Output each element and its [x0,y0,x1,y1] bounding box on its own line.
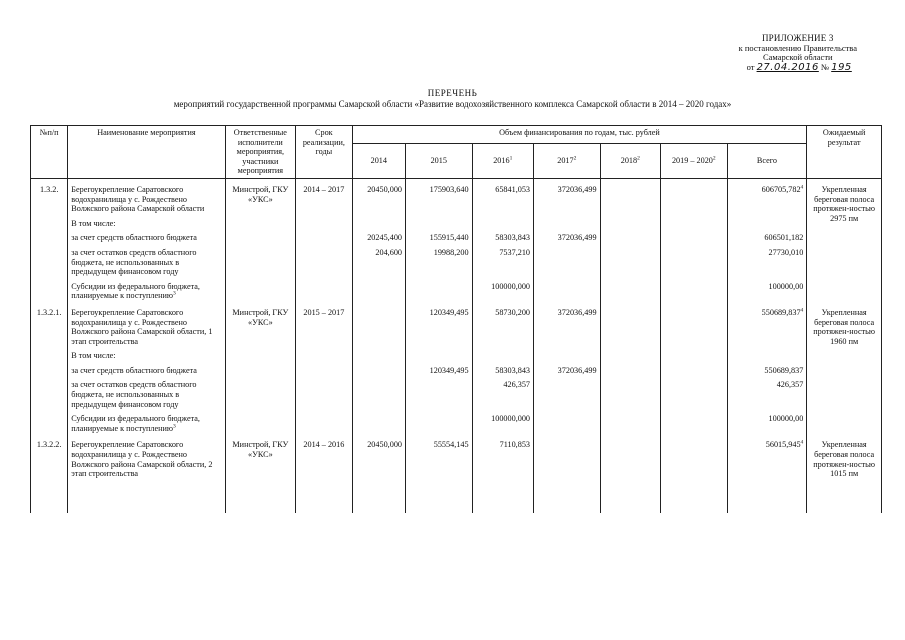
cell-2015 [406,278,473,302]
footnote-1: 1 [509,155,513,162]
including-row [31,215,882,230]
sub-name: Субсидии из федерального бюджета, планируемые к поступлению$^3$ [68,278,225,302]
header-2018: 2018$^2$ [600,143,660,178]
sub-row [31,229,882,244]
cell-2016: 58730,200 [472,302,533,347]
cell-2016: 58303,843 [472,229,533,244]
header-2016: 2016$^1$ [472,143,533,178]
appendix-line1: к постановлению Правительства [738,42,857,53]
handwritten-number: 195 [831,61,852,73]
cell-2014: 20450,000 [352,434,405,513]
cell-2014 [352,410,405,434]
cell-2017 [534,376,601,410]
cell-2018 [600,302,660,347]
table-row [31,302,882,347]
cell-total: 606501,182 [727,229,807,244]
row-executors: Минстрой, ГКУ «УКС» [225,434,296,513]
row-num: 1.3.2.2. [31,434,68,513]
cell-2014 [352,302,405,347]
header-2014: 2014 [352,143,405,178]
sub-row [31,410,882,434]
sub-row [31,278,882,302]
document-title: ПЕРЕЧЕНЬ [427,88,478,98]
cell-2017 [534,434,601,513]
row-term: 2014 – 2017 [296,178,352,214]
table-row [31,434,882,513]
header-result: Ожидаемый результат [807,126,882,179]
cell-2017: 372036,499 [534,362,601,377]
cell-2015 [406,376,473,410]
header-funding: Объем финансирования по годам, тыс. рублей [352,126,807,144]
footnote-4: 4 [800,184,804,191]
cell-2015 [406,410,473,434]
row-name: Берегоукрепление Саратовского водохранилища у с. Рождествено Волжского района Самарской области, 1 этап строительства [68,302,225,347]
cell-2017 [534,410,601,434]
sub-name: за счет средств областного бюджета [68,229,225,244]
header-2017: 2017$^2$ [534,143,601,178]
appendix-block [739,34,857,72]
cell-2016: 65841,053 [472,178,533,214]
header-2015: 2015 [406,143,473,178]
including-label: В том числе: [68,215,225,230]
cell-total: 550689,837$^4$ [727,302,807,347]
cell-2016: 7537,210 [472,244,533,278]
cell-2017 [534,278,601,302]
cell-2019-2020 [661,434,728,513]
sub-name: за счет остатков средств областного бюджета, не использованных в предыдущем финансовом году [68,244,225,278]
cell-2015: 120349,495 [406,302,473,347]
cell-2014: 204,600 [352,244,405,278]
cell-total: 100000,00 [727,278,807,302]
header-2019-2020: 2019 – 2020$^2$ [661,143,728,178]
cell-2019-2020 [661,178,728,214]
cell-2014: 20450,000 [352,178,405,214]
footnote-2: 2 [573,155,577,162]
row-num: 1.3.2.1. [31,302,68,347]
document-header [0,88,905,110]
cell-2016: 58303,843 [472,362,533,377]
including-label: В том числе: [68,347,225,362]
row-term: 2015 – 2017 [296,302,352,347]
row-result: Укрепленная береговая полоса протяжен-ностью 1960 пм [807,302,882,362]
cell-2014 [352,376,405,410]
footnote-3: 3 [173,290,176,297]
cell-total: 27730,010 [727,244,807,278]
header-term: Срок реализации, годы [296,126,352,179]
including-row [31,347,882,362]
cell-2018 [600,178,660,214]
cell-2016: 100000,000 [472,410,533,434]
footnote-2: 2 [712,155,716,162]
cell-total: 426,357 [727,376,807,410]
cell-2015: 175903,640 [406,178,473,214]
row-name: Берегоукрепление Саратовского водохранилища у с. Рождествено Волжского района Самарской области [68,178,225,214]
cell-total: 56015,945$^4$ [727,434,807,513]
appendix-date-row [739,63,857,73]
row-term: 2014 – 2016 [296,434,352,513]
cell-2019-2020 [661,302,728,347]
cell-2014: 20245,400 [352,229,405,244]
footnote-3: 3 [173,423,176,430]
row-name: Берегоукрепление Саратовского водохранилища у с. Рождествено Волжского района Самарской области, 2 этап строительства [68,434,225,513]
footnote-4: 4 [800,307,804,314]
sub-name: за счет средств областного бюджета [68,362,225,377]
handwritten-date: 27.04.2016 [756,61,819,73]
sub-row [31,362,882,377]
sub-row [31,244,882,278]
cell-2018 [600,434,660,513]
header-executors: Ответственные исполнители мероприятия, участники мероприятия [225,126,296,179]
sub-row [31,376,882,410]
row-result: Укрепленная береговая полоса протяжен-ностью 2975 пм [807,178,882,229]
measures-table [30,125,882,513]
header-total: Всего [727,143,807,178]
cell-2015: 19988,200 [406,244,473,278]
cell-2014 [352,362,405,377]
cell-2015: 120349,495 [406,362,473,377]
cell-2016: 7110,853 [472,434,533,513]
cell-2017: 372036,499 [534,178,601,214]
cell-2014 [352,278,405,302]
cell-2017 [534,244,601,278]
table-row [31,178,882,214]
document-subtitle: мероприятий государственной программы Самарской области «Развитие водохозяйственного комплекса Самарской области в 2014 – 2020 годах» [173,99,732,109]
cell-total: 100000,00 [727,410,807,434]
row-result: Укрепленная береговая полоса протяжен-ностью 1015 пм [807,434,882,513]
row-executors: Минстрой, ГКУ «УКС» [225,302,296,347]
header-name: Наименование мероприятия [68,126,225,179]
appendix-title: ПРИЛОЖЕНИЕ 3 [761,33,834,43]
number-prefix: № [820,61,830,72]
header-num: №п/п [31,126,68,179]
sub-name: Субсидии из федерального бюджета, планируемые к поступлению$^3$ [68,410,225,434]
footnote-2: 2 [637,155,640,162]
row-executors: Минстрой, ГКУ «УКС» [225,178,296,214]
appendix-line2: Самарской области [762,52,833,62]
row-num: 1.3.2. [31,178,68,214]
sub-name: за счет остатков средств областного бюджета, не использованных в предыдущем финансовом году [68,376,225,410]
cell-2016: 100000,000 [472,278,533,302]
cell-total: 606705,782$^4$ [727,178,807,214]
footnote-4: 4 [800,439,804,446]
cell-2017: 372036,499 [534,229,601,244]
cell-2017: 372036,499 [534,302,601,347]
cell-total: 550689,837 [727,362,807,377]
date-prefix: от [746,61,755,72]
cell-2016: 426,357 [472,376,533,410]
header-row-top [31,126,882,144]
cell-2015: 155915,440 [406,229,473,244]
cell-2015: 55554,145 [406,434,473,513]
